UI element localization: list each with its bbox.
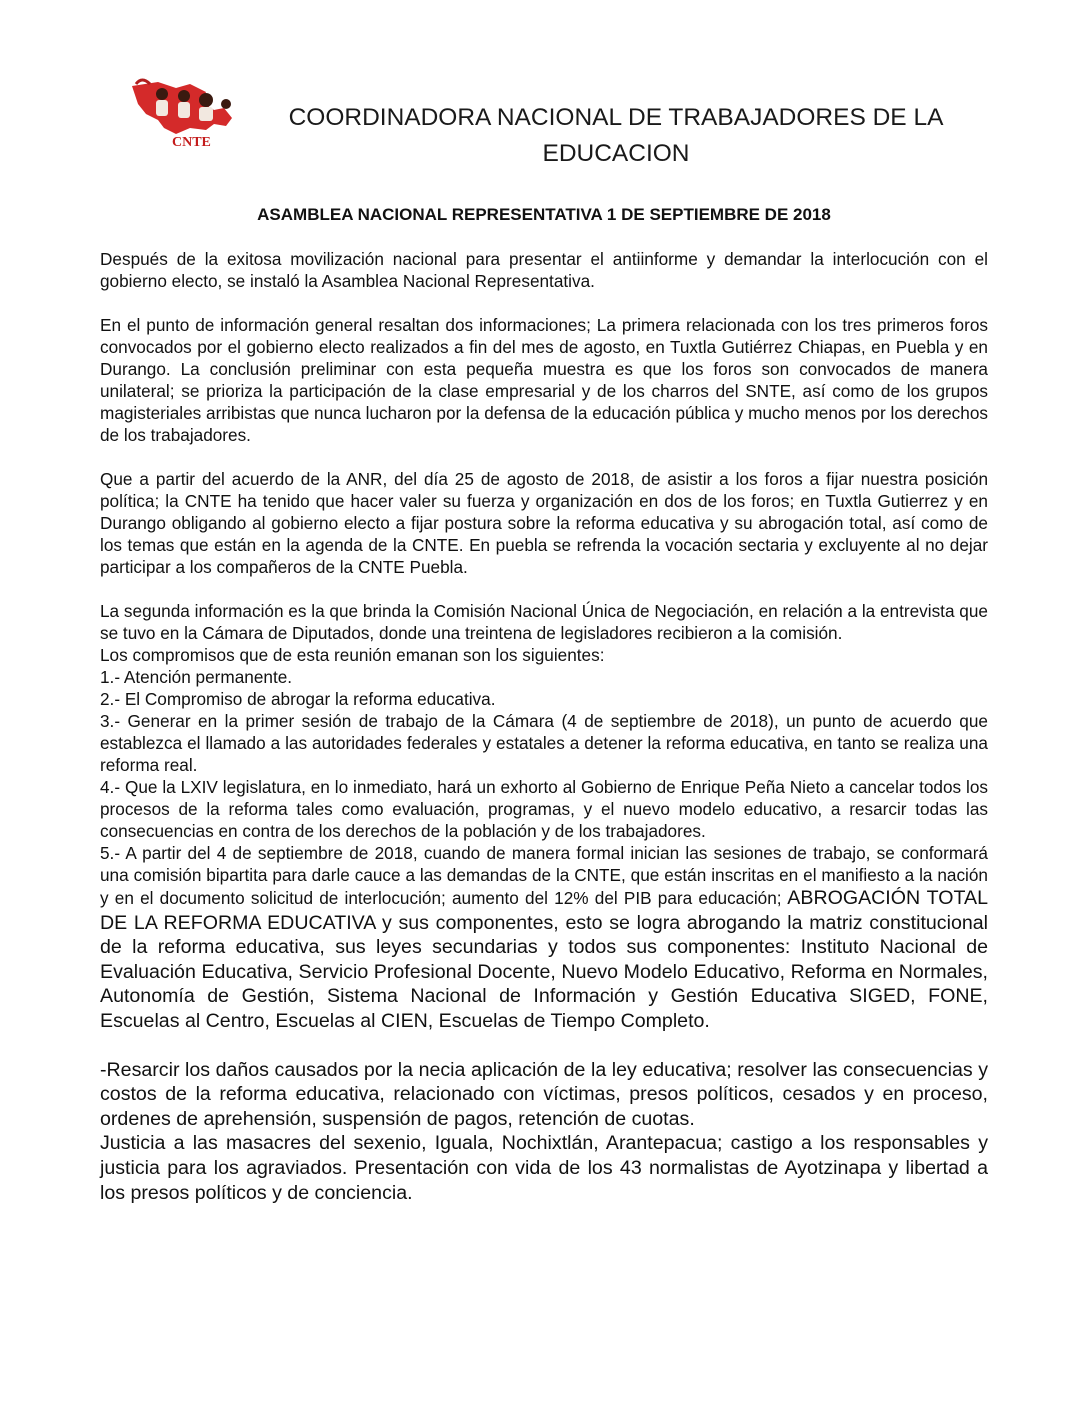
paragraph-redress: -Resarcir los daños causados por la necia aplicación de la ley educativa; resolver las consecuencias y costos de la reforma educativa, relacionado con víctimas, presos políticos, cesados y en proceso, ordenes de aprehensión, suspensión de pagos, retención de cuotas. bbox=[100, 1058, 988, 1130]
organization-title-line2: EDUCACION bbox=[542, 140, 690, 167]
cnte-logo bbox=[128, 78, 244, 150]
list-item-5-text: 5.- A partir del 4 de septiembre de 2018, cuando de manera formal inician las sesiones de trabajo, se conformará una comisión bipartita para darle cauce a las demandas de la CNTE, que están inscritas en el manifiesto a la nación y en el documento solicitud de interlocución; aumento del 12% del PIB para educación; bbox=[100, 843, 988, 908]
document-body bbox=[100, 248, 988, 1205]
list-item-3: 3.- Generar en la primer sesión de trabajo de la Cámara (4 de septiembre de 2018), un punto de acuerdo que establezca el llamado a las autoridades federales y estatales a detener la reforma educativa, en tanto se realiza una reforma real. bbox=[100, 711, 988, 775]
document-title: ASAMBLEA NACIONAL REPRESENTATIVA 1 DE SEPTIEMBRE DE 2018 bbox=[257, 205, 831, 224]
list-item-4: 4.- Que la LXIV legislatura, en lo inmediato, hará un exhorto al Gobierno de Enrique Peña Nieto a cancelar todos los procesos de la reforma tales como evaluación, programas, y el nuevo modelo educativo, a resarcir todas las consecuencias en contra de los derechos de la población y de los trabajadores. bbox=[100, 777, 988, 841]
list-item-5 bbox=[100, 842, 988, 1034]
organization-title bbox=[250, 100, 982, 172]
paragraph-anr-agreement: Que a partir del acuerdo de la ANR, del día 25 de agosto de 2018, de asistir a los foros a fijar nuestra posición política; la CNTE ha tenido que hacer valer su fuerza y organización en dos de los foros; en Tuxtla Gutierrez y en Durango obligando al gobierno electo a fijar postura sobre la reforma educativa y su abrogación total, así como de los temas que están en la agenda de la CNTE. En puebla se refrenda la vocación sectaria y excluyente al no dejar participar a los compañeros de la CNTE Puebla. bbox=[100, 469, 988, 577]
organization-title-line1: COORDINADORA NACIONAL DE TRABAJADORES DE LA bbox=[288, 104, 944, 131]
paragraph-intro: Después de la exitosa movilización nacional para presentar el antiinforme y demandar la interlocución con el gobierno electo, se instaló la Asamblea Nacional Representativa. bbox=[100, 249, 988, 291]
list-item-1: 1.- Atención permanente. bbox=[100, 667, 293, 687]
paragraph-commitments-intro: Los compromisos que de esta reunión emanan son los siguientes: bbox=[100, 645, 605, 665]
list-item-5-abrogation-text: ABROGACIÓN TOTAL DE LA REFORMA EDUCATIVA y sus componentes, esto se logra abrogando la matriz constitucional de la reforma educativa, sus leyes secundarias y todos sus componentes: Instituto Nacional de Evaluación Educativa, Servicio Profesional Docente, Nuevo Modelo Educativo, Reforma en Normales, Autonomía de Gestión, Sistema Nacional de Información y Gestión Educativa SIGED, FONE, Escuelas al Centro, Escuelas al CIEN, Escuelas de Tiempo Completo. bbox=[100, 887, 988, 1032]
paragraph-justice: Justicia a las masacres del sexenio, Iguala, Nochixtlán, Arantepacua; castigo a los responsables y justicia para los agraviados. Presentación con vida de los 43 normalistas de Ayotzinapa y libertad a los presos políticos y de conciencia. bbox=[100, 1132, 988, 1204]
paragraph-general-information: En el punto de información general resaltan dos informaciones; La primera relacionada con los tres primeros foros convocados por el gobierno electo realizados a fin del mes de agosto, en Tuxtla Gutiérrez Chiapas, en Puebla y en Durango. La conclusión preliminar con esta pequeña muestra es que los foros son convocados de manera unilateral; se prioriza la participación de la clase empresarial y de los charros del SNTE, así como de los grupos magisteriales arribistas que nunca lucharon por la defensa de la educación pública y mucho menos por los derechos de los trabajadores. bbox=[100, 315, 988, 445]
logo-text: CNTE bbox=[172, 135, 211, 150]
paragraph-second-information: La segunda información es la que brinda la Comisión Nacional Única de Negociación, en relación a la entrevista que se tuvo en la Cámara de Diputados, donde una treintena de legisladores recibieron a la comisión. bbox=[100, 601, 988, 643]
list-item-2: 2.- El Compromiso de abrogar la reforma educativa. bbox=[100, 689, 496, 709]
